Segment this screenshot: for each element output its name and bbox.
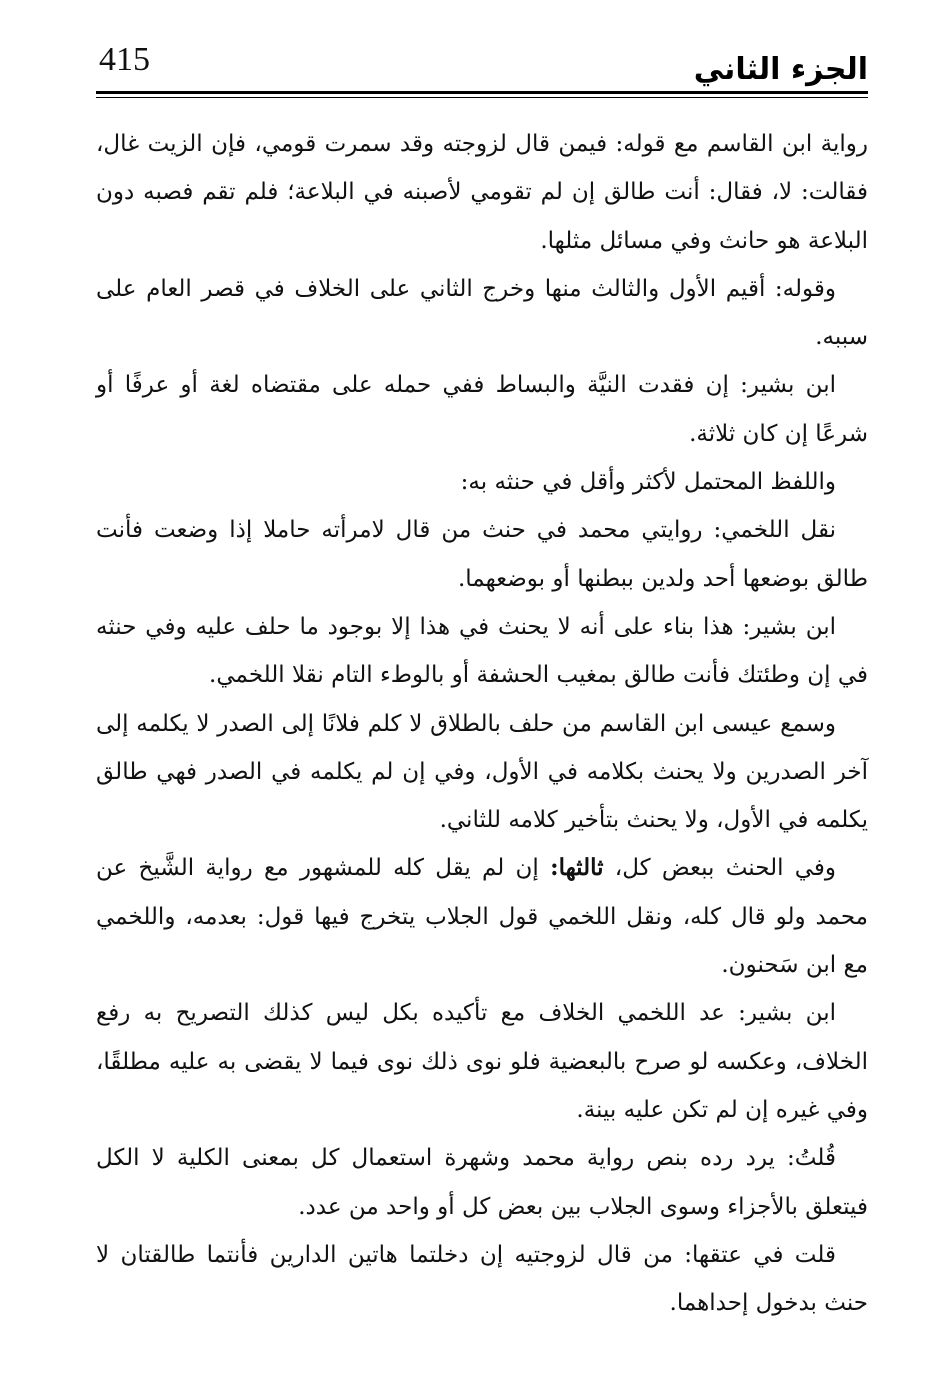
running-title: الجزء الثاني bbox=[693, 52, 868, 87]
paragraph-2: وقوله: أقيم الأول والثالث منها وخرج الثاني على الخلاف في قصر العام على سببه. bbox=[96, 275, 868, 351]
paragraph-8-bold-label: ثالثها: bbox=[550, 854, 604, 882]
header-rule-thin bbox=[96, 97, 868, 98]
page-number: 415 bbox=[99, 41, 150, 78]
paragraph-7: وسمع عيسى ابن القاسم من حلف بالطلاق لا كلم فلانًا إلى الصدر لا يكلمه إلى آخر الصدرين ولا يحنث بكلامه في الأول، وفي إن لم يكلمه في الصدر فهي طالق يكلمه في الأول، ولا يحنث بتأخير كلامه للثاني. bbox=[96, 710, 868, 834]
paragraph-5: نقل اللخمي: روايتي محمد في حنث من قال لامرأته حاملا إذا وضعت فأنت طالق بوضعها أحد ولدين ببطنها أو بوضعهما. bbox=[96, 517, 868, 592]
paragraph-10: قُلتُ: يرد رده بنص رواية محمد وشهرة استعمال كل بمعنى الكلية لا الكل فيتعلق بالأجزاء وسوى الجلاب بين بعض كل أو واحد من عدد. bbox=[96, 1145, 868, 1220]
paragraph-4: واللفظ المحتمل لأكثر وأقل في حنثه به: bbox=[460, 469, 836, 496]
paragraph-3: ابن بشير: إن فقدت النيَّة والبساط ففي حمله على مقتضاه لغة أو عرفًا أو شرعًا إن كان ثلاثة. bbox=[96, 372, 868, 447]
paragraph-8 bbox=[96, 844, 868, 989]
header-rule-thick bbox=[96, 91, 868, 94]
paragraph-8-mid: إن لم يقل كله للمشهور مع رواية الشَّيخ عن محمد bbox=[96, 855, 868, 930]
paragraph-8-lead: وفي الحنث ببعض كل، bbox=[603, 855, 836, 882]
paragraph-8-rest: ولو قال كله، ونقل اللخمي قول الجلاب يتخرج فيها قول: بعدمه، واللخمي مع ابن سَحنون. bbox=[96, 903, 868, 979]
paragraph-6: ابن بشير: هذا بناء على أنه لا يحنث في هذا إلا بوجود ما حلف عليه وفي حنثه في إن وطئتك فأنت طالق بمغيب الحشفة أو بالوطء التام نقلا اللخمي. bbox=[96, 613, 868, 689]
paragraph-1: رواية ابن القاسم مع قوله: فيمن قال لزوجته وقد سمرت قومي، فإن الزيت غال، فقالت: لا، فقال: أنت طالق إن لم تقومي لأصبنه في البلاعة؛ فلم تقم فصبه دون البلاعة هو حانث وفي مسائل مثلها. bbox=[96, 131, 868, 254]
body-text bbox=[96, 120, 868, 1327]
paragraph-9: ابن بشير: عد اللخمي الخلاف مع تأكيده بكل ليس كذلك التصريح به رفع الخلاف، وعكسه لو صرح بالبعضية فلو نوى ذلك نوى فيما لا يقضى به عليه مطلقًا، وفي غيره إن لم تكن عليه بينة. bbox=[96, 1000, 868, 1123]
paragraph-11: قلت في عتقها: من قال لزوجتيه إن دخلتما هاتين الدارين فأنتما طالقتان لا حنث بدخول إحداهما. bbox=[96, 1241, 868, 1317]
